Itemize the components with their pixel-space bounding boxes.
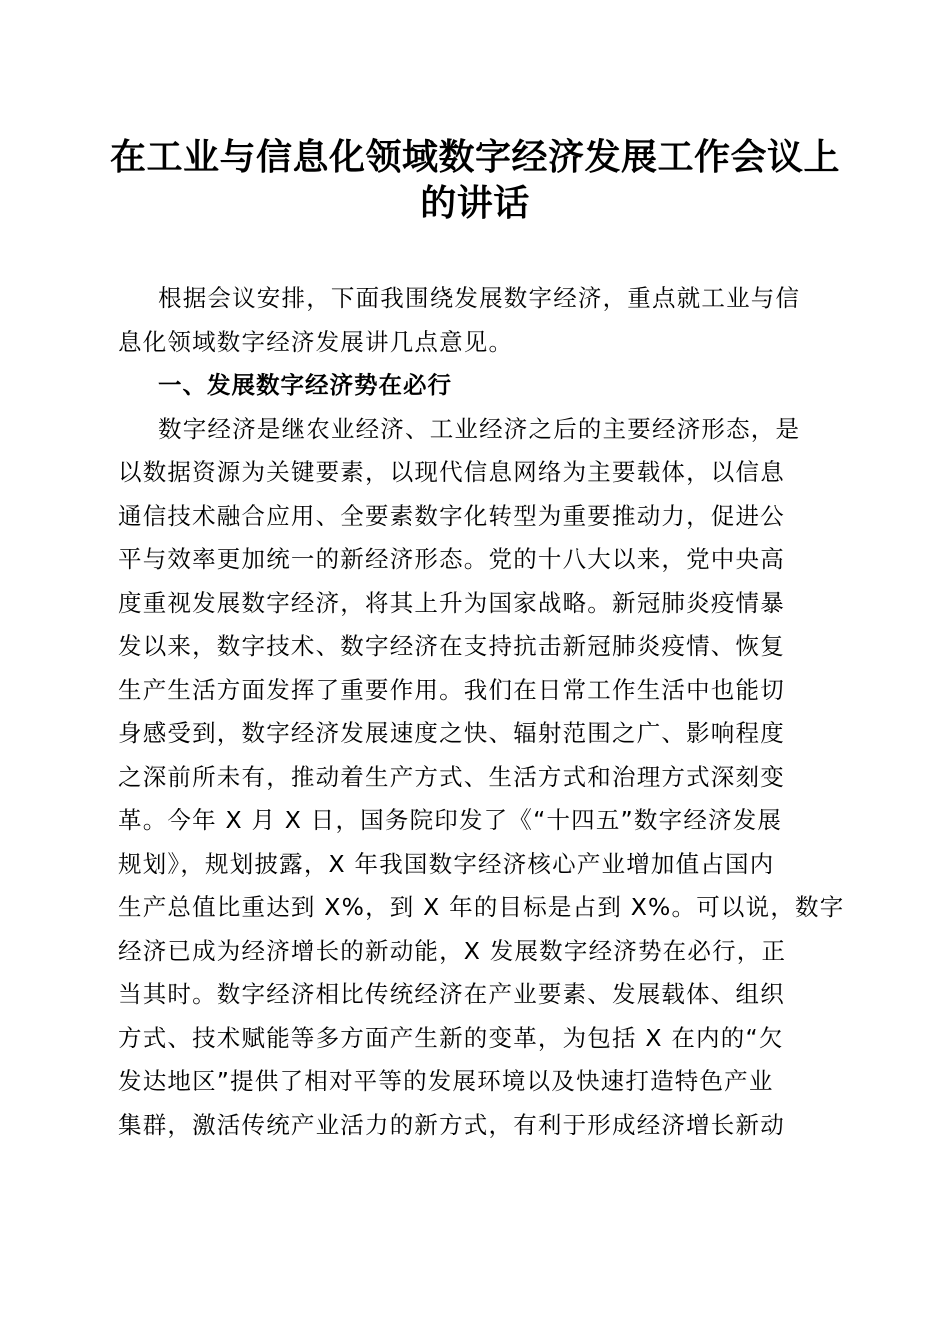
text-line: 发达地区”提供了相对平等的发展环境以及快速打造特色产业 [118, 1067, 774, 1095]
text-line: 通信技术融合应用、全要素数字化转型为重要推动力，促进公 [118, 501, 785, 530]
text-line: 革。今年 X 月 X 日，国务院印发了《“十四五”数字经济发展 [118, 806, 783, 834]
title-line-1: 在工业与信息化领域数字经济发展工作会议上 [109, 136, 840, 178]
text-line: 以数据资源为关键要素，以现代信息网络为主要载体，以信息 [118, 458, 785, 486]
text-line: 平与效率更加统一的新经济形态。党的十八大以来，党中央高 [118, 545, 785, 573]
text-line: 身感受到，数字经济发展速度之快、辐射范围之广、影响程度 [118, 719, 785, 747]
text-line: 方式、技术赋能等多方面产生新的变革，为包括 X 在内的“欠 [118, 1023, 784, 1052]
title-line-2: 的讲话 [420, 182, 530, 224]
document-title [100, 134, 850, 226]
text-line: 生产总值比重达到 X%，到 X 年的目标是占到 X%。可以说，数字 [118, 893, 845, 921]
text-line: 发以来，数字技术、数字经济在支持抗击新冠肺炎疫情、恢复 [118, 632, 785, 660]
section-heading: 一、发展数字经济势在必行 [158, 371, 452, 399]
text-line: 息化领域数字经济发展讲几点意见。 [118, 327, 514, 356]
document-body [118, 277, 845, 1147]
text-line: 当其时。数字经济相比传统经济在产业要素、发展载体、组织 [118, 980, 785, 1008]
text-line: 集群，激活传统产业活力的新方式，有利于形成经济增长新动 [118, 1110, 785, 1139]
text-line: 度重视发展数字经济，将其上升为国家战略。新冠肺炎疫情暴 [118, 588, 785, 617]
section-paragraph [118, 408, 845, 1148]
text-line: 规划》，规划披露，X 年我国数字经济核心产业增加值占国内 [118, 849, 775, 878]
text-line: 生产生活方面发挥了重要作用。我们在日常工作生活中也能切 [118, 675, 785, 704]
text-line: 之深前所未有，推动着生产方式、生活方式和治理方式深刻变 [118, 762, 785, 791]
text-line: 经济已成为经济增长的新动能，X 发展数字经济势在必行，正 [118, 936, 787, 965]
text-line: 数字经济是继农业经济、工业经济之后的主要经济形态，是 [158, 414, 801, 443]
intro-paragraph [118, 277, 824, 364]
text-line: 根据会议安排，下面我围绕发展数字经济，重点就工业与信 [158, 284, 801, 312]
